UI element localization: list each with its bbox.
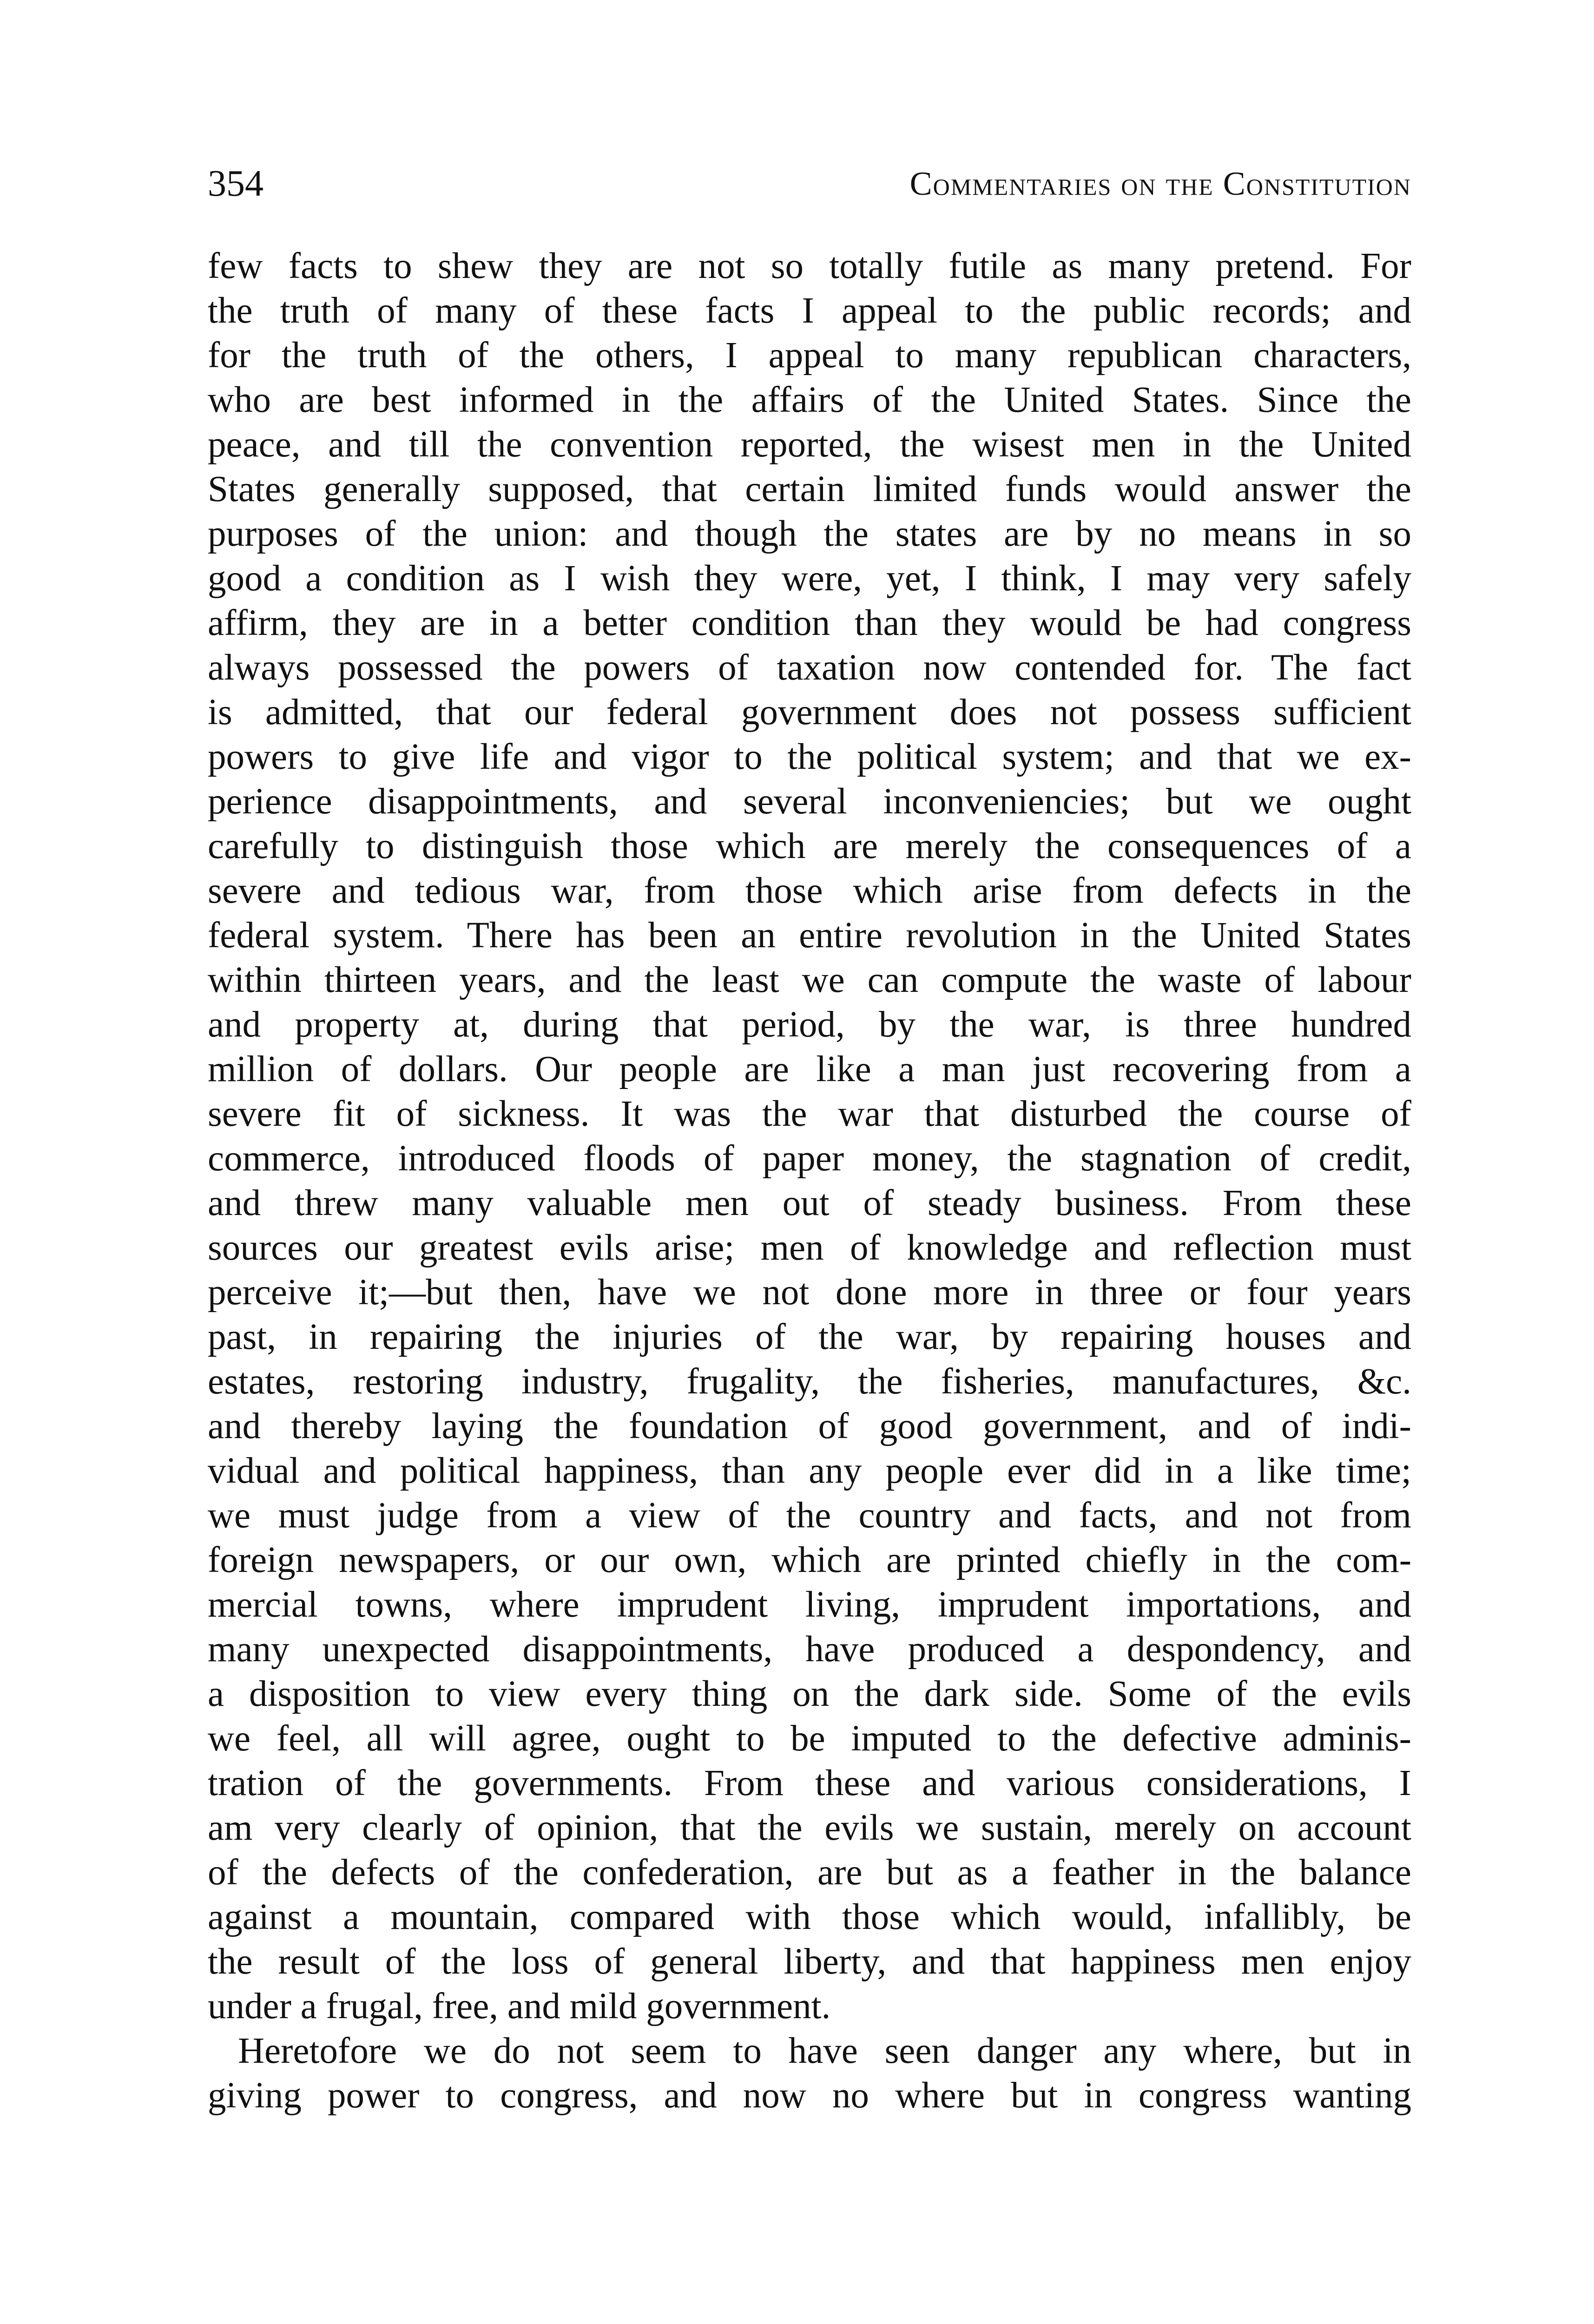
text-line: always possessed the powers of taxation now contended for. The fact: [208, 647, 1411, 688]
text-line: States generally supposed, that certain limited funds would answer the: [208, 469, 1411, 509]
running-title: Commentaries on the Constitution: [909, 165, 1411, 202]
text-line: for the truth of the others, I appeal to many republican characters,: [208, 335, 1411, 376]
text-line: within thirteen years, and the least we can compute the waste of labour: [208, 960, 1411, 1000]
text-line: commerce, introduced floods of paper money, the stagnation of credit,: [208, 1138, 1411, 1179]
text-line: peace, and till the convention reported, the wisest men in the United: [208, 424, 1411, 465]
text-line: tration of the governments. From these and various considerations, I: [208, 1763, 1411, 1803]
text-line: and property at, during that period, by the war, is three hundred: [208, 1004, 1411, 1045]
text-line: a disposition to view every thing on the dark side. Some of the evils: [208, 1674, 1411, 1714]
text-line: mercial towns, where imprudent living, imprudent importations, and: [208, 1585, 1411, 1625]
text-line: carefully to distinguish those which are merely the consequences of a: [208, 826, 1411, 866]
text-line: is admitted, that our federal government does not possess sufficient: [208, 692, 1411, 733]
text-line: powers to give life and vigor to the political system; and that we ex-: [208, 737, 1411, 777]
text-line: who are best informed in the affairs of the United States. Since the: [208, 380, 1411, 420]
text-line: many unexpected disappointments, have produced a despondency, and: [208, 1629, 1411, 1670]
text-line: we must judge from a view of the country and facts, and not from: [208, 1495, 1411, 1536]
text-line: of the defects of the confederation, are but as a feather in the balance: [208, 1852, 1411, 1893]
text-line: severe and tedious war, from those which arise from defects in the: [208, 871, 1411, 911]
text-line: million of dollars. Our people are like a man just recovering from a: [208, 1049, 1411, 1089]
body-text: [208, 244, 1411, 2118]
text-line: few facts to shew they are not so totally futile as many pretend. For: [208, 246, 1411, 286]
text-line: sources our greatest evils arise; men of knowledge and reflection must: [208, 1228, 1411, 1268]
text-line: against a mountain, compared with those which would, infallibly, be: [208, 1897, 1411, 1937]
text-line: foreign newspapers, or our own, which are printed chiefly in the com-: [208, 1540, 1411, 1580]
text-line: we feel, all will agree, ought to be imputed to the defective adminis-: [208, 1718, 1411, 1759]
text-line-paragraph-end: under a frugal, free, and mild government.: [208, 1986, 831, 2027]
text-line: good a condition as I wish they were, yet, I think, I may very safely: [208, 558, 1411, 599]
text-line: giving power to congress, and now no where but in congress wanting: [208, 2075, 1411, 2116]
text-line: the result of the loss of general liberty, and that happiness men enjoy: [208, 1941, 1411, 1982]
text-line: the truth of many of these facts I appeal to the public records; and: [208, 290, 1411, 331]
text-line: vidual and political happiness, than any people ever did in a like time;: [208, 1451, 1411, 1491]
text-line: federal system. There has been an entire revolution in the United States: [208, 915, 1411, 956]
running-head: [208, 158, 1411, 209]
text-line: perience disappointments, and several inconveniencies; but we ought: [208, 781, 1411, 822]
text-line: past, in repairing the injuries of the war, by repairing houses and: [208, 1317, 1411, 1357]
text-line: am very clearly of opinion, that the evils we sustain, merely on account: [208, 1808, 1411, 1848]
text-line: purposes of the union: and though the states are by no means in so: [208, 514, 1411, 554]
text-line: affirm, they are in a better condition than they would be had congress: [208, 603, 1411, 643]
text-line: estates, restoring industry, frugality, the fisheries, manufactures, &c.: [208, 1361, 1411, 1402]
text-line: perceive it;—but then, have we not done more in three or four years: [208, 1272, 1411, 1313]
page-number: 354: [208, 163, 263, 204]
text-line: and threw many valuable men out of steady business. From these: [208, 1183, 1411, 1223]
text-line: severe fit of sickness. It was the war that disturbed the course of: [208, 1094, 1411, 1134]
text-line-paragraph-start: Heretofore we do not seem to have seen danger any where, but in: [238, 2031, 1411, 2071]
text-line: and thereby laying the foundation of good government, and of indi-: [208, 1406, 1411, 1446]
